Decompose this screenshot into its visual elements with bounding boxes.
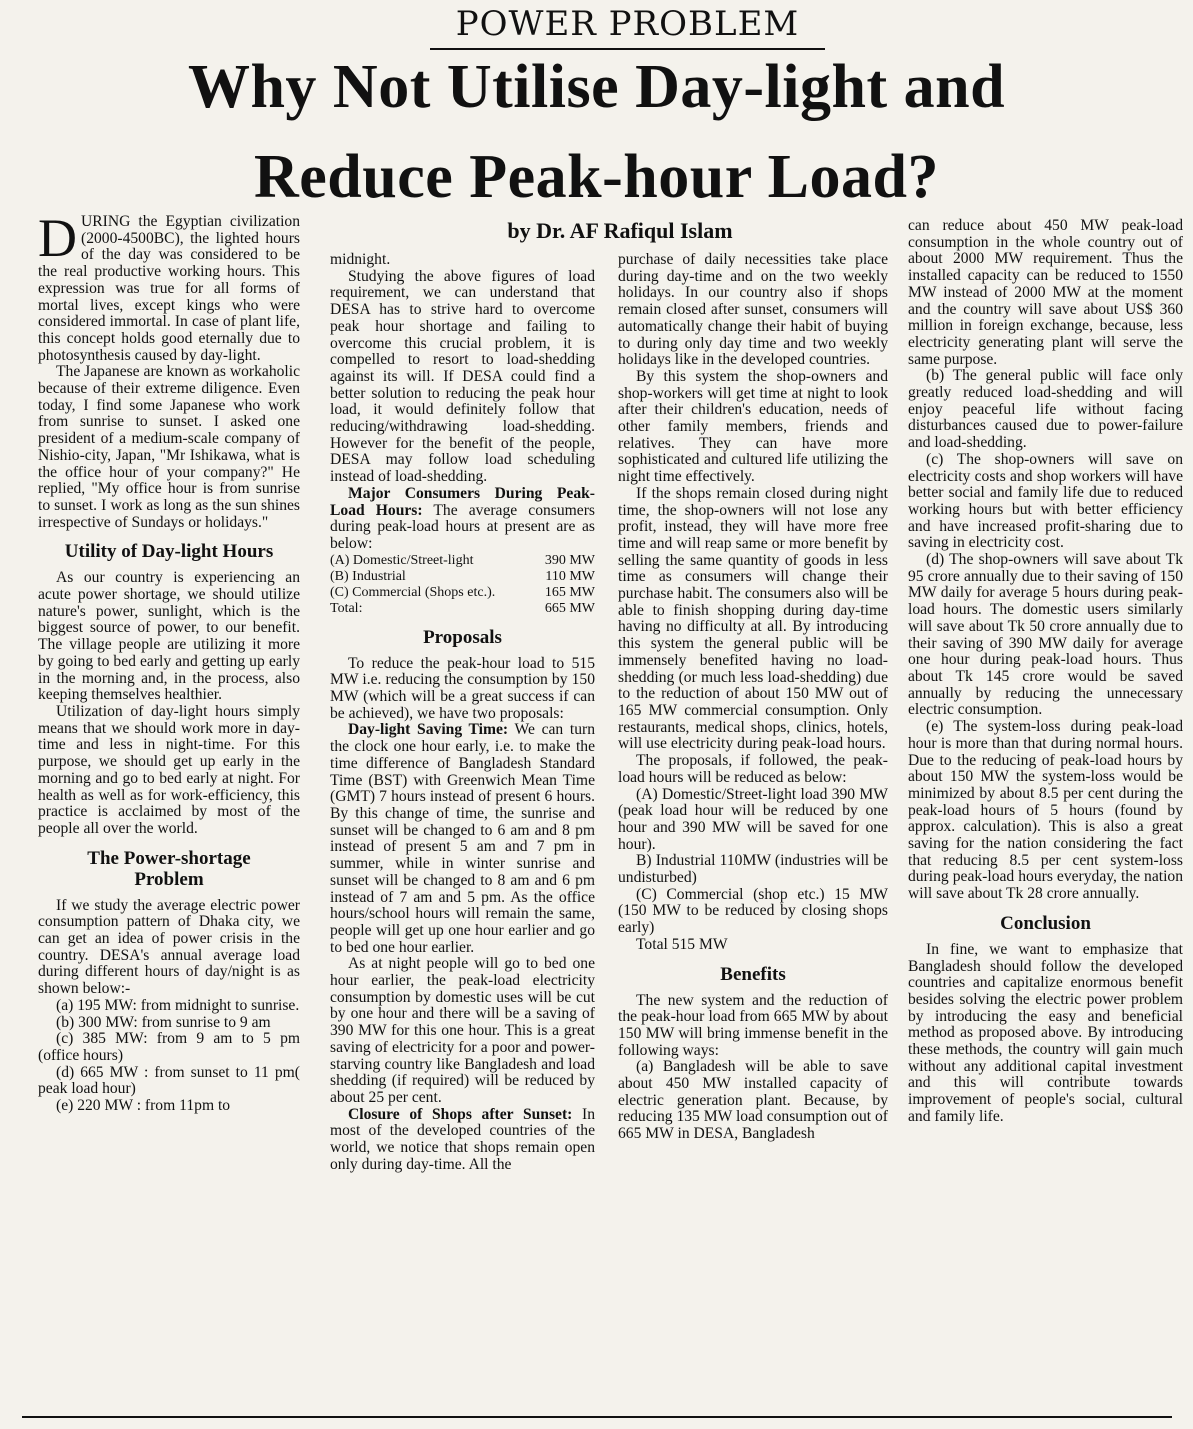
subheading-conclusion: Conclusion: [1000, 912, 1091, 934]
table-row: [330, 553, 595, 569]
paragraph: Studying the above figures of load requirement, we can understand that DESA has to strive hard to overcome peak hour shortage and failing to overcome this crucial problem, it is compelled to resort to load-shedding against its will. If DESA could find a better solution to reducing the peak hour load, it would definitely follow that reducing/withdrawing load-shedding. However for the benefit of the people, DESA may follow load scheduling instead of load-shedding.: [330, 267, 595, 486]
table-cell: 665 MW: [544, 600, 595, 616]
paragraph: As our country is experiencing an acute power shortage, we should utilize nature's power, sunlight, which is the biggest source of power, to our benefit. The village people are utilizing it more by going to bed early and getting up early in the morning and, in the process, also keeping themselves healthier.: [38, 569, 300, 704]
list-item: Total 515 MW: [636, 935, 728, 953]
paragraph: [330, 486, 595, 553]
table-row: [330, 585, 595, 601]
byline: by Dr. AF Rafiqul Islam: [507, 218, 733, 243]
subheading-line: Problem: [134, 868, 204, 890]
drop-cap: D: [38, 214, 77, 268]
list-item: (b) 300 MW: from sunrise to 9 am: [56, 1013, 271, 1031]
paragraph: As at night people will go to bed one hour earlier, the peak-load electricity consumption by domestic uses will be cut by one hour and there will be a saving of 390 MW for this one hour. This is a great saving of electricity for a poor and power-starving country like Bangladesh and load shedding (if required) will be reduced by about 25 per cent.: [330, 955, 595, 1106]
paragraph: [38, 214, 300, 364]
list-item: (A) Domestic/Street-light load 390 MW (peak load hour will be reduced by one hour and 390 MW will be saved for one hour).: [618, 785, 888, 853]
article-column-3: [618, 252, 888, 1412]
list-item: (e) 220 MW : from 11pm to: [56, 1097, 231, 1115]
paragraph-text: In most of the developed countries of the world, we notice that shops remain open only during day-time. All the: [330, 1105, 595, 1173]
table-row: [330, 601, 595, 617]
article-column-1: [38, 214, 300, 1414]
list-item: (a) 195 MW: from midnight to sunrise.: [56, 996, 300, 1014]
inline-heading: Day-light Saving Time:: [348, 721, 509, 739]
headline-line-2: Reduce Peak-hour Load?: [253, 143, 939, 211]
consumers-table: [330, 553, 595, 617]
paragraph: To reduce the peak-hour load to 515 MW i.e. reducing the consumption by 150 MW (which will be a great success if can be achieved), we have two proposals:: [330, 654, 595, 722]
paragraph: (e) The system-loss during peak-load hour is more than that during normal hours. Due to the reducing of peak-load hours by about 150 MW the system-loss would be minimized by about 8.5 per cent during the peak-load hours of 5 hours (found by approx. calculation). This is also a great saving for the nation considering the fact that reducing 8.5 per cent system-loss during peak-load hours everyday, the nation will save about Tk 28 crore annually.: [908, 718, 1183, 903]
paragraph: can reduce about 450 MW peak-load consumption in the whole country out of about 2000 MW requirement. Thus the installed capacity can be reduced to 1550 MW instead of 2000 MW at the moment and the country will save about US$ 360 million in foreign exchange, because, less electricity generating plant will serve the same purpose.: [908, 218, 1183, 368]
paragraph-text: URING the Egyptian civilization (2000-4500BC), the lighted hours of the day was considered to be the real productive working hours. This expression was true for all forms of mortal lives, except kings who were considered immortal. In case of plant life, this concept holds good eternally due to photosynthesis caused by day-light.: [38, 214, 300, 364]
inline-heading: Major Consumers During Peak-Load Hours:: [330, 484, 595, 519]
subheading-utility: Utility of Day-light Hours: [64, 541, 274, 563]
table-cell: 390 MW: [544, 552, 595, 568]
paragraph: purchase of daily necessities take place during day-time and on the two weekly holidays. In our country also if shops remain closed after sunset, consumers will automatically change their habit of buying to during only day time and two weekly holidays like in the developed countries.: [618, 252, 888, 369]
paragraph: (b) The general public will face only greatly reduced load-shedding and will enjoy peaceful life without facing disturbances caused due to power-failure and load-shedding.: [908, 367, 1183, 452]
paragraph: In fine, we want to emphasize that Bangladesh should follow the developed countries and capitalize enormous benefit besides solving the electric power problem by introducing the easy and beneficial method as proposed above. By introducing these methods, the country will gain much without any additional capital investment and this will contribute towards improvement of people's social, cultural and family life.: [908, 940, 1183, 1125]
table-row: [330, 569, 595, 585]
paragraph: The proposals, if followed, the peak-load hours will be reduced as below:: [618, 752, 888, 786]
list-item: (c) 385 MW: from 9 am to 5 pm (office hours): [38, 1030, 300, 1064]
paragraph: (a) Bangladesh will be able to save about 450 MW installed capacity of electric generation plant. Because, by reducing 135 MW load consumption out of 665 MW in DESA, Bangladesh: [618, 1058, 888, 1143]
paragraph: [330, 1107, 595, 1174]
bottom-rule: [22, 1416, 1172, 1418]
article-column-4: [908, 218, 1183, 1418]
subheading-proposals: Proposals: [423, 626, 502, 648]
paragraph: Utilization of day-light hours simply means that we should work more in day-time and less in night-time. For this purpose, we should get up early in the morning and go to bed early at night. For health as well as for work-efficiency, this practice is acclaimed by most of the people all over the world.: [38, 702, 300, 837]
table-cell: (B) Industrial: [330, 568, 406, 584]
paragraph: The new system and the reduction of the peak-hour load from 665 MW by about 150 MW will bring immense benefit in the following ways:: [618, 991, 888, 1059]
paragraph: (c) The shop-owners will save on electricity costs and shop workers will have better social and family life due to reduced working hours but with better efficiency and have increased profit-sharing due to saving in electricity cost.: [908, 450, 1183, 552]
headline-line-1: Why Not Utilise Day-light and: [187, 53, 1006, 121]
paragraph: The Japanese are known as workaholic because of their extreme diligence. Even today, I find some Japanese who work from sunrise to sunset. I asked one president of a medium-scale company of Nishio-city, Japan, "Mr Ishikawa, what is the office hour of your company?" He replied, "My office hour is from sunrise to sunset. I work as long as the sun shines irrespective of Sundays or holidays.": [38, 363, 300, 531]
subheading-power-shortage: [38, 848, 300, 890]
paragraph-text: We can turn the clock one hour early, i.e. to make the time difference of Bangladesh Standard Time (BST) with Greenwich Mean Time (GMT) 7 hours instead of present 6 hours. By this change of time, the sunrise and sunset will be changed to 6 am and 8 pm instead of present 5 am and 7 pm in summer, while in winter sunrise and sunset will be changed to 8 am and 6 pm instead of 7 am and 5 pm. As the office hours/school hours will remain the same, people will get up one hour earlier and go to bed one hour earlier.: [330, 721, 595, 956]
table-cell: Total:: [330, 600, 363, 616]
subheading-benefits: Benefits: [720, 963, 786, 985]
section-kicker: POWER PROBLEM: [430, 2, 825, 50]
list-item: (d) 665 MW : from sunset to 11 pm( peak load hour): [38, 1063, 300, 1098]
paragraph: (d) The shop-owners will save about Tk 95 crore annually due to their saving of 150 MW daily for average 5 hours during peak-load hours. The domestic users similarly will save about Tk 50 crore annually due to their saving of 390 MW daily for average one hour during peak-load hours. Thus about Tk 145 crore would be saved annually by reducing the unnecessary electric consumption.: [908, 551, 1183, 719]
list-item: (C) Commercial (shop etc.) 15 MW (150 MW to be reduced by closing shops early): [618, 885, 888, 937]
table-cell: 165 MW: [544, 584, 595, 600]
paragraph-text: The average consumers during peak-load hours at present are as below:: [330, 501, 595, 552]
inline-heading: Closure of Shops after Sunset:: [348, 1105, 573, 1123]
table-cell: (C) Commercial (Shops etc.).: [330, 584, 496, 600]
paragraph: If the shops remain closed during night time, the shop-owners will not lose any profit, instead, they will have more free time and will reap same or more benefit by selling the same quantity of goods in less time as consumers will change their purchase habit. The consumers also will be able to finish shopping during day-time having no difficulty at all. By introducing this system the general public will be immensely benefited having no load-shedding (or much less load-shedding) due to the reduction of about 150 MW out of 165 MW commercial consumption. Only restaurants, medical shops, clinics, hotels, will use electricity during peak-load hours.: [618, 484, 888, 753]
table-cell: (A) Domestic/Street-light: [330, 552, 474, 568]
paragraph: midnight.: [330, 252, 391, 268]
subheading-line: The Power-shortage: [87, 847, 251, 869]
article-column-2: [330, 252, 595, 1412]
paragraph: [330, 722, 595, 956]
paragraph: By this system the shop-owners and shop-workers will get time at night to look after their children's education, needs of other family members, friends and relatives. They can have more sophisticated and cultured life utilizing the night time effectively.: [618, 367, 888, 486]
table-cell: 110 MW: [545, 568, 595, 584]
paragraph: If we study the average electric power consumption pattern of Dhaka city, we can get an idea of power crisis in the country. DESA's annual average load during different hours of day/night is as shown below:-: [38, 896, 300, 998]
list-item: B) Industrial 110MW (industries will be undisturbed): [618, 852, 888, 887]
